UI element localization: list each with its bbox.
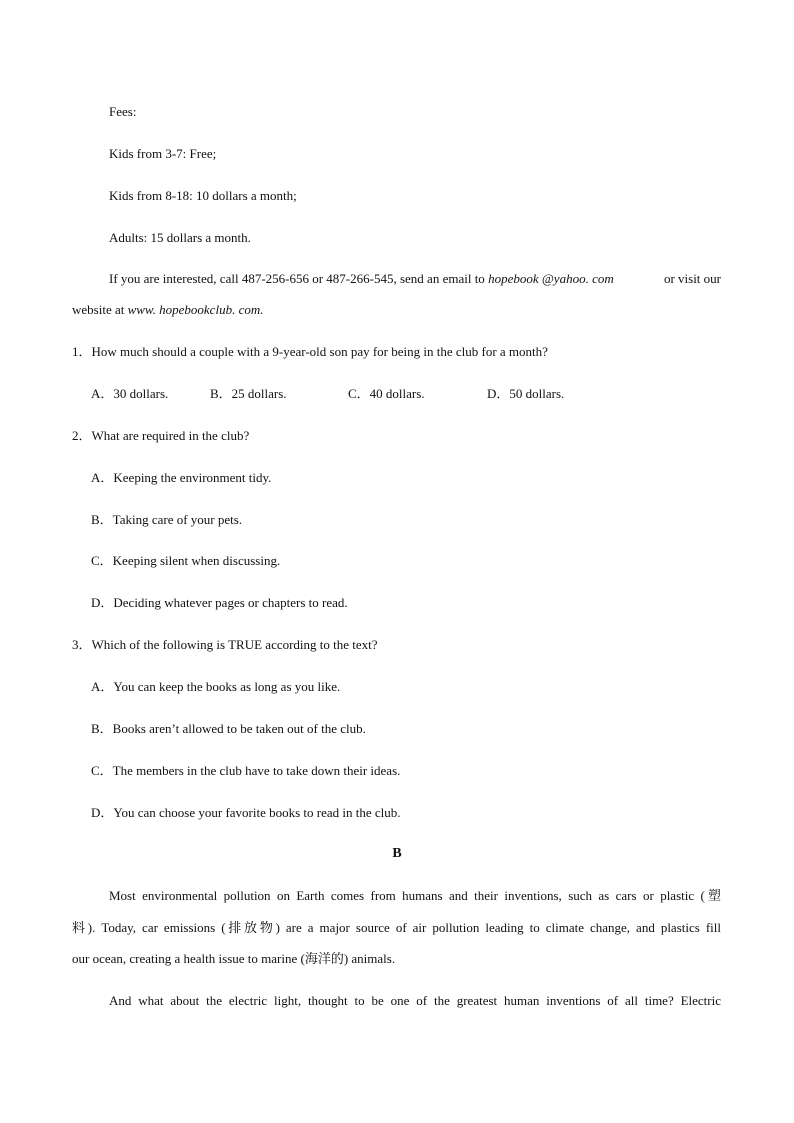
section-b-para2-line1: And what about the electric light, thought to be one of the greatest human inventions of all time? Electric — [109, 993, 721, 1008]
question-1-options — [91, 386, 611, 402]
question-1-stem: 1．How much should a couple with a 9-year-old son pay for being in the club for a month? — [72, 344, 548, 359]
contact-line-2 — [72, 302, 263, 318]
question-2-option-b: B．Taking care of your pets. — [91, 512, 243, 527]
question-3-option-d: D．You can choose your favorite books to read in the club. — [91, 805, 401, 820]
section-b-heading: B — [392, 846, 402, 861]
section-b-para1-line3: our ocean, creating a health issue to marine (海洋的) animals. — [72, 951, 396, 966]
question-1-option-b: B．25 dollars. — [210, 386, 287, 401]
contact-line-1 — [109, 271, 721, 287]
fees-kids-3-7: Kids from 3-7: Free; — [109, 146, 217, 161]
question-3-option-a: A．You can keep the books as long as you like. — [91, 679, 341, 694]
question-1-option-a: A．30 dollars. — [91, 386, 169, 401]
fees-kids-8-18: Kids from 8-18: 10 dollars a month; — [109, 188, 297, 203]
fees-adults: Adults: 15 dollars a month. — [109, 230, 251, 245]
section-b-para1-line1: Most environmental pollution on Earth comes from humans and their inventions, such as cars or plastic (塑 — [109, 888, 721, 903]
contact-mid: or visit our — [663, 271, 721, 286]
question-2-option-d: D．Deciding whatever pages or chapters to read. — [91, 595, 348, 610]
question-3-stem: 3．Which of the following is TRUE according to the text? — [72, 637, 378, 652]
question-3-option-c: C．The members in the club have to take down their ideas. — [91, 763, 401, 778]
contact-website-prefix: website at — [72, 302, 128, 317]
contact-website: www. hopebookclub. com. — [127, 302, 264, 317]
fees-heading: Fees: — [109, 104, 137, 119]
question-2-option-c: C．Keeping silent when discussing. — [91, 553, 281, 568]
section-b-para1-line2: 料). Today, car emissions (排放物) are a major source of air pollution leading to climate change, and plastics fill — [72, 920, 721, 935]
question-1-option-d: D．50 dollars. — [487, 386, 565, 401]
question-2-option-a: A．Keeping the environment tidy. — [91, 470, 272, 485]
question-3-option-b: B．Books aren’t allowed to be taken out of the club. — [91, 721, 366, 736]
contact-email: hopebook @yahoo. com — [488, 271, 614, 286]
question-2-stem: 2．What are required in the club? — [72, 428, 250, 443]
contact-intro: If you are interested, call 487-256-656 or 487-266-545, send an email to — [109, 271, 489, 286]
question-1-option-c: C．40 dollars. — [348, 386, 425, 401]
